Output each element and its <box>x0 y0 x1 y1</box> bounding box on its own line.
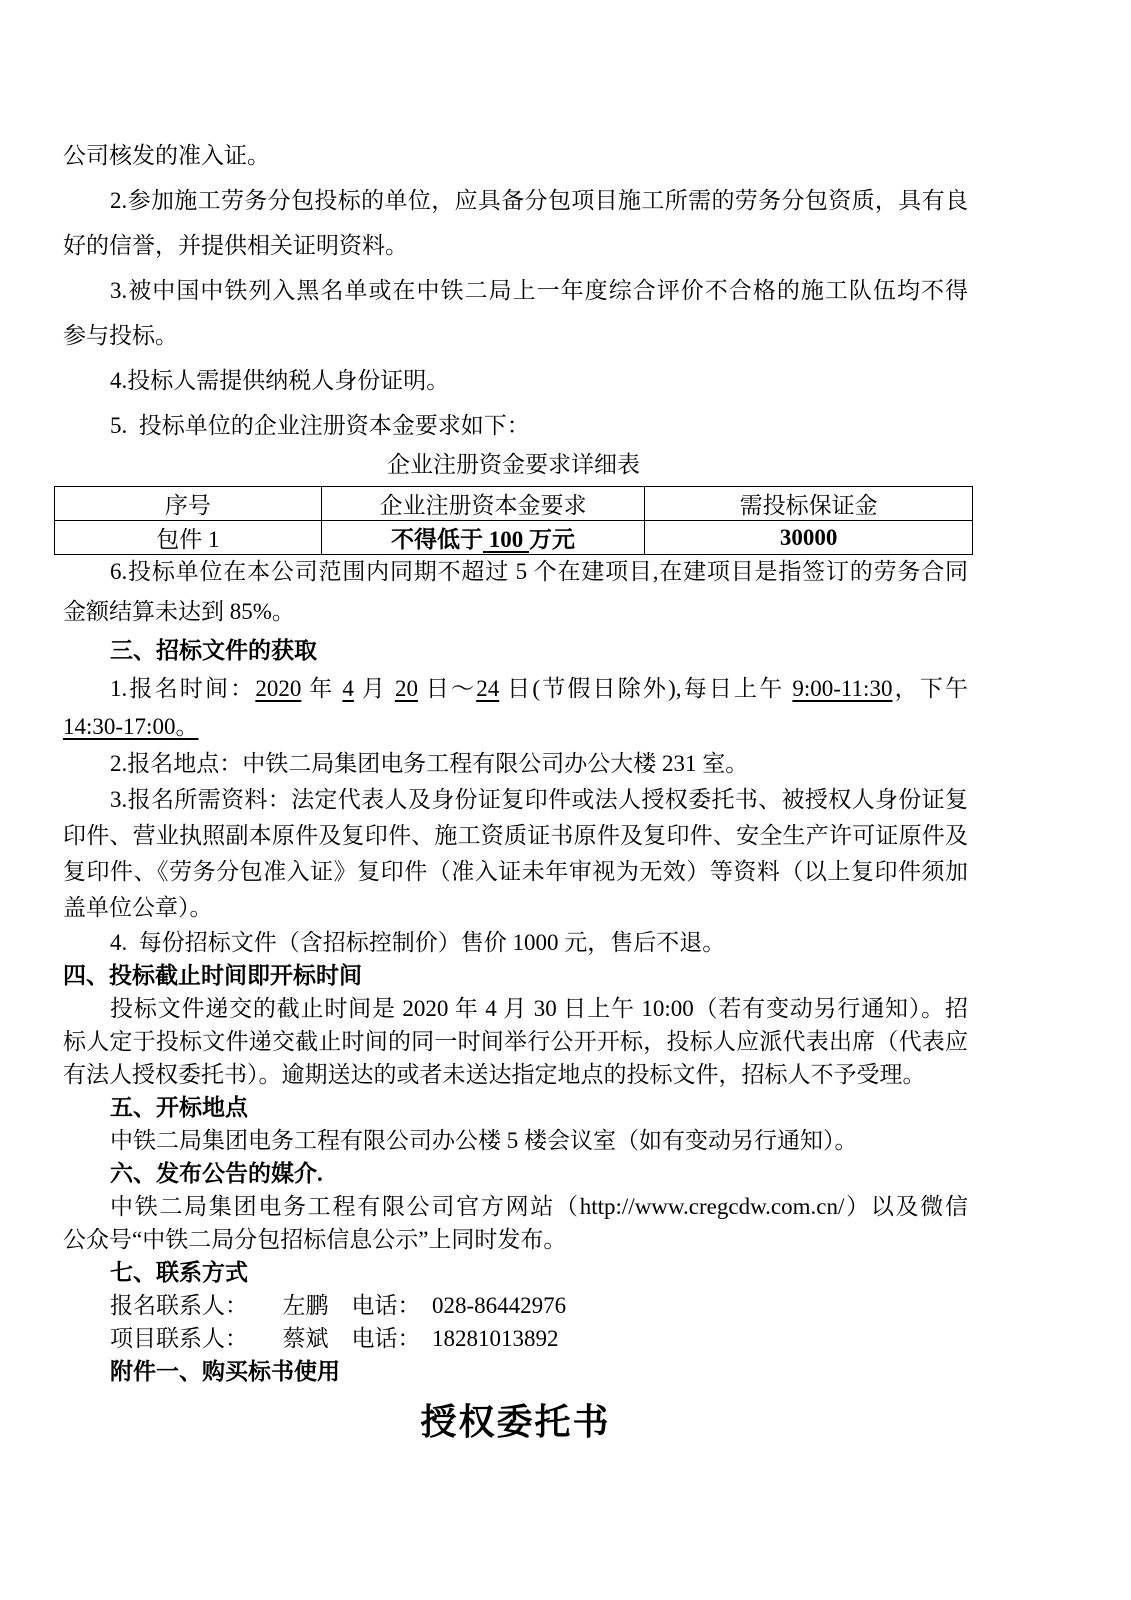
cell-bid-deposit: 30000 <box>645 521 973 555</box>
text-line <box>63 223 968 268</box>
heading-section-7 <box>63 1256 968 1289</box>
text-line <box>63 782 968 818</box>
para-3-3-signup-materials <box>63 782 968 926</box>
registered-capital-table-section <box>54 450 973 555</box>
text-line <box>63 890 968 926</box>
text-segment: 5. 投标单位的企业注册资本金要求如下： <box>110 413 530 438</box>
text-line <box>63 1398 968 1446</box>
text-segment: 月 <box>353 676 395 701</box>
heading-section-5 <box>63 1091 968 1124</box>
table-caption: 企业注册资金要求详细表 <box>387 452 640 477</box>
text-line <box>63 178 968 223</box>
text-line <box>63 746 968 782</box>
text-segment: 有法人授权委托书）。逾期送达的或者未送达指定地点的投标文件，招标人不予受理。 <box>63 1062 926 1087</box>
text-line <box>63 992 968 1025</box>
text-segment: 4. 每份招标文件（含招标控制价）售价 1000 元，售后不退。 <box>110 930 726 955</box>
text-line <box>63 403 968 448</box>
text-line <box>63 133 968 178</box>
text-segment: 中铁二局集团电务工程有限公司官方网站（http://www.cregcdw.com.cn/）以及微信 <box>110 1194 968 1219</box>
text-line <box>63 1289 968 1322</box>
text-line <box>63 1355 968 1388</box>
para-item-3 <box>63 268 968 358</box>
text-line <box>63 854 968 890</box>
text-segment: 印件、营业执照副本原件及复印件、施工资质证书原件及复印件、安全生产许可证原件及 <box>63 823 968 848</box>
underlined-text-segment: 2020 <box>255 676 302 701</box>
text-line <box>63 818 968 854</box>
capital-requirement-table <box>54 486 973 555</box>
text-line <box>63 632 968 670</box>
text-segment: 不得低于 <box>390 527 483 552</box>
text-segment: 万元 <box>528 527 575 552</box>
col-header-bid-deposit: 需投标保证金 <box>645 487 973 521</box>
text-segment: 6.投标单位在本公司范围内同期不超过 5 个在建项目,在建项目是指签订的劳务合同 <box>110 559 968 584</box>
text-segment: 4.投标人需提供纳税人身份证明。 <box>110 368 450 393</box>
text-line <box>63 708 968 746</box>
text-line <box>63 358 968 403</box>
text-segment: 盖单位公章）。 <box>63 895 213 920</box>
para-continuation-license <box>63 133 968 178</box>
text-segment: 日～ <box>417 676 477 701</box>
text-segment: 投标文件递交的截止时间是 2020 年 4 月 30 日上午 10:00（若有变动另行通知）。招 <box>110 996 968 1021</box>
underlined-text-segment: 14:30-17:00。 <box>63 714 199 739</box>
para-6-1-media <box>63 1190 968 1256</box>
text-segment: 报名联系人： 左鹏 电话： 028-86442976 <box>110 1293 567 1318</box>
para-5-1-opening-place <box>63 1124 968 1157</box>
text-line <box>63 1058 968 1091</box>
text-line <box>63 592 968 632</box>
document-body-top <box>63 133 968 448</box>
text-line <box>63 1190 968 1223</box>
underlined-text-segment: 9:00-11:30 <box>792 676 893 701</box>
para-contact-project <box>63 1322 968 1355</box>
text-segment: 2.参加施工劳务分包投标的单位，应具备分包项目施工所需的劳务分包资质，具有良 <box>110 188 968 213</box>
text-segment: 公众号“中铁二局分包招标信息公示”上同时发布。 <box>63 1227 567 1252</box>
text-line <box>63 1124 968 1157</box>
text-segment: 年 <box>301 676 343 701</box>
underlined-text-segment: 20 <box>394 676 418 701</box>
underlined-text-segment: 100 <box>482 527 529 552</box>
table-header-row <box>55 487 973 521</box>
text-segment: 金额结算未达到 85%。 <box>63 599 295 624</box>
col-header-seq: 序号 <box>55 487 322 521</box>
cell-package-seq: 包件 1 <box>55 521 322 555</box>
para-item-6 <box>63 552 968 632</box>
heading-section-6 <box>63 1157 968 1190</box>
text-line <box>63 313 968 358</box>
text-segment: 四、投标截止时间即开标时间 <box>63 963 362 988</box>
text-segment: 复印件、《劳务分包准入证》复印件（准入证未年审视为无效）等资料（以上复印件须加 <box>63 859 968 884</box>
text-segment: 参与投标。 <box>63 323 178 348</box>
text-segment: 项目联系人： 蔡斌 电话： 18281013892 <box>110 1326 559 1351</box>
text-line <box>63 926 968 959</box>
text-segment: 中铁二局集团电务工程有限公司办公楼 5 楼会议室（如有变动另行通知）。 <box>110 1128 858 1153</box>
text-segment: 3.被中国中铁列入黑名单或在中铁二局上一年度综合评价不合格的施工队伍均不得 <box>110 278 968 303</box>
text-segment: 标人定于投标文件递交截止时间的同一时间举行公开开标，投标人应派代表出席（代表应 <box>63 1029 968 1054</box>
cell-capital-requirement <box>321 521 645 555</box>
text-line <box>63 268 968 313</box>
text-line <box>63 1025 968 1058</box>
table-row <box>55 521 973 555</box>
text-line <box>63 1223 968 1256</box>
text-segment: 六、发布公告的媒介. <box>110 1161 323 1186</box>
underlined-text-segment: 4 <box>342 676 354 701</box>
text-line <box>63 552 968 592</box>
underlined-text-segment: 24 <box>476 676 500 701</box>
heading-attachment-1 <box>63 1355 968 1388</box>
title-authorization-letter <box>63 1398 968 1446</box>
text-segment: 日(节假日除外),每日上午 <box>499 676 793 701</box>
text-line <box>63 1322 968 1355</box>
para-item-4 <box>63 358 968 403</box>
para-4-1-deadline <box>63 992 968 1091</box>
text-line <box>63 1157 968 1190</box>
text-segment: 公司核发的准入证。 <box>63 143 270 168</box>
text-segment: 三、招标文件的获取 <box>110 638 317 663</box>
text-segment: 1.报名时间： <box>110 676 256 701</box>
text-segment: 3.报名所需资料：法定代表人及身份证复印件或法人授权委托书、被授权人身份证复 <box>110 787 968 812</box>
col-header-capital-requirement: 企业注册资本金要求 <box>321 487 645 521</box>
para-item-2 <box>63 178 968 268</box>
para-3-1-signup-time <box>63 670 968 746</box>
text-line <box>63 959 968 992</box>
text-segment: 五、开标地点 <box>110 1095 248 1120</box>
heading-section-4 <box>63 959 968 992</box>
text-segment: 授权委托书 <box>420 1402 611 1442</box>
text-line <box>63 670 968 708</box>
text-segment: 2.报名地点：中铁二局集团电务工程有限公司办公大楼 231 室。 <box>110 751 749 776</box>
para-item-5 <box>63 403 968 448</box>
text-segment: ，下午 <box>892 676 968 701</box>
para-3-2-signup-place <box>63 746 968 782</box>
text-line <box>63 1091 968 1124</box>
text-segment: 好的信誉，并提供相关证明资料。 <box>63 233 408 258</box>
document-body-bottom <box>63 552 968 1446</box>
para-contact-signup <box>63 1289 968 1322</box>
heading-section-3 <box>63 632 968 670</box>
text-line <box>63 1256 968 1289</box>
text-segment: 七、联系方式 <box>110 1260 248 1285</box>
text-segment: 附件一、购买标书使用 <box>110 1359 340 1384</box>
para-3-4-document-price <box>63 926 968 959</box>
